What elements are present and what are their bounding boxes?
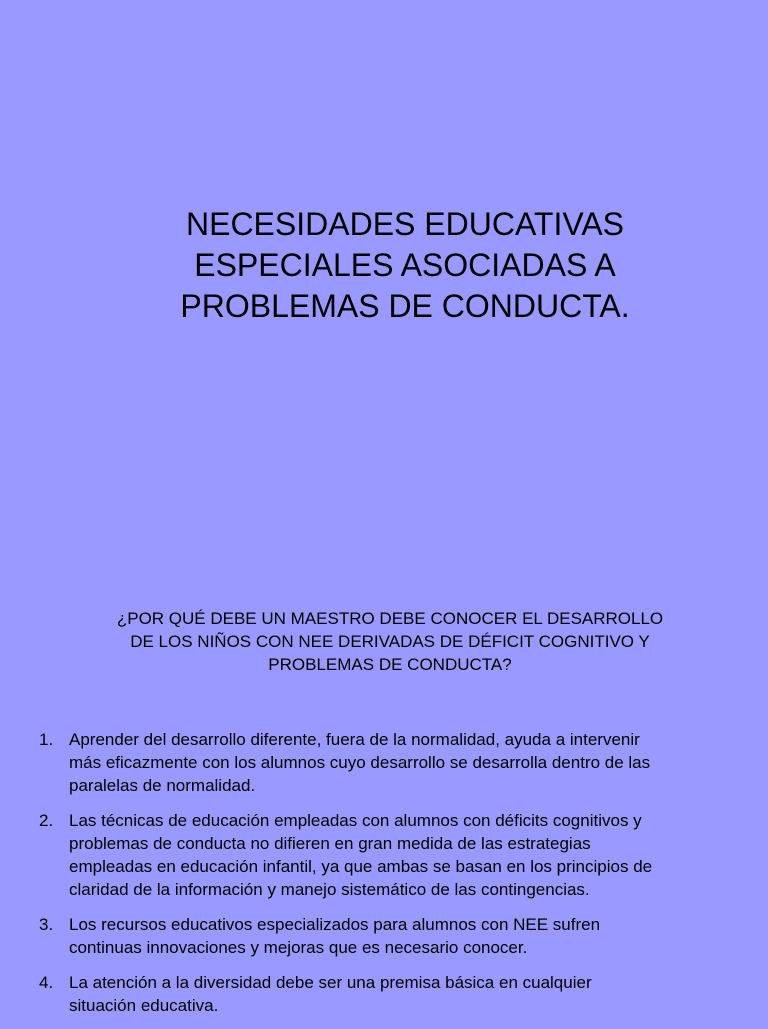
question-line: PROBLEMAS DE CONDUCTA? [268, 655, 512, 674]
list-item-line: Los recursos educativos especializados para alumnos con NEE sufren [69, 915, 601, 934]
list-item-line: empleadas en educación infantil, ya que ambas se basan en los principios de [69, 857, 653, 876]
list-item-line: La atención a la diversidad debe ser una premisa básica en cualquier [69, 973, 592, 992]
title-line: ESPECIALES ASOCIADAS A [194, 247, 616, 283]
list-item-number: 1. [39, 730, 54, 749]
list-item [0, 913, 768, 959]
slide-title [100, 204, 710, 327]
list-item-line: problemas de conducta no difieren en gran medida de las estrategias [69, 834, 591, 853]
reasons-list [0, 728, 768, 1029]
list-item-number: 2. [39, 811, 54, 830]
list-item [0, 809, 768, 901]
list-item-line: Aprender del desarrollo diferente, fuera de la normalidad, ayuda a intervenir [69, 730, 640, 749]
list-item-line: Las técnicas de educación empleadas con alumnos con déficits cognitivos y [69, 811, 642, 830]
list-item-number: 4. [39, 973, 54, 992]
question-line: DE LOS NIÑOS CON NEE DERIVADAS DE DÉFICIT COGNITIVO Y [130, 632, 650, 651]
title-line: NECESIDADES EDUCATIVAS [185, 206, 624, 242]
list-item [0, 728, 768, 797]
list-item-line: continuas innovaciones y mejoras que es necesario conocer. [69, 938, 528, 957]
list-item-line: más eficazmente con los alumnos cuyo desarrollo se desarrolla dentro de las [69, 753, 651, 772]
list-item-line: paralelas de normalidad. [69, 776, 256, 795]
title-line: PROBLEMAS DE CONDUCTA. [180, 288, 630, 324]
list-item-number: 3. [39, 915, 54, 934]
list-item [0, 971, 768, 1017]
question-line: ¿POR QUÉ DEBE UN MAESTRO DEBE CONOCER EL DESARROLLO [116, 609, 664, 628]
question-heading [40, 607, 740, 676]
list-item-line: situación educativa. [69, 996, 219, 1015]
list-item-line: claridad de la información y manejo sistemático de las contingencias. [69, 880, 590, 899]
